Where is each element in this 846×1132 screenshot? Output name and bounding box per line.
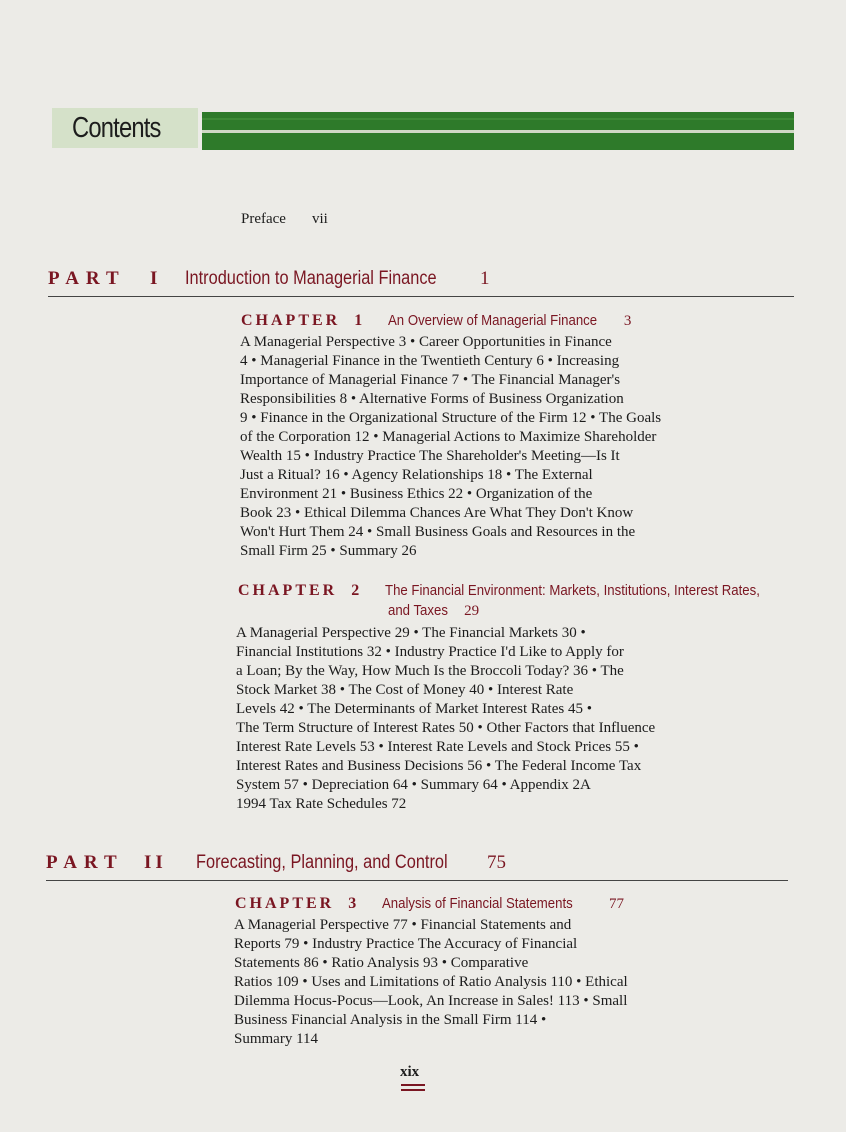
- toc-line: of the Corporation 12 • Managerial Actions to Maximize Shareholder: [240, 429, 657, 445]
- part-title: Forecasting, Planning, and Control: [196, 852, 448, 873]
- chapter-page: 29: [464, 603, 480, 619]
- chapter-3-heading[interactable]: [235, 895, 624, 913]
- part-2-rule: [46, 880, 788, 881]
- chapter-number: 3: [348, 895, 357, 912]
- toc-line: Financial Institutions 32 • Industry Practice I'd Like to Apply for: [236, 644, 624, 660]
- toc-line: Levels 42 • The Determinants of Market Interest Rates 45 •: [236, 701, 592, 717]
- preface-label: Preface: [241, 211, 286, 227]
- toc-line: Stock Market 38 • The Cost of Money 40 • Interest Rate: [236, 682, 574, 698]
- part-number: I: [150, 268, 162, 289]
- chapter-1-heading[interactable]: [241, 312, 631, 330]
- part-2-heading[interactable]: [46, 852, 806, 882]
- toc-line: A Managerial Perspective 3 • Career Opportunities in Finance: [240, 334, 612, 350]
- part-1-heading[interactable]: [48, 268, 808, 298]
- toc-line: 1994 Tax Rate Schedules 72: [236, 796, 407, 812]
- chapter-title-cont: and Taxes: [388, 602, 448, 619]
- part-page: 75: [487, 852, 506, 873]
- toc-line: Interest Rate Levels 53 • Interest Rate Levels and Stock Prices 55 •: [236, 739, 639, 755]
- toc-line: Ratios 109 • Uses and Limitations of Ratio Analysis 110 • Ethical: [234, 974, 628, 990]
- toc-line: The Term Structure of Interest Rates 50 • Other Factors that Influence: [236, 720, 656, 736]
- chapter-title: Analysis of Financial Statements: [382, 895, 574, 912]
- toc-line: Small Firm 25 • Summary 26: [240, 543, 417, 559]
- chapter-label: CHAPTER: [238, 582, 338, 599]
- page-title: Contents: [72, 112, 161, 144]
- toc-line: System 57 • Depreciation 64 • Summary 64 • Appendix 2A: [236, 777, 591, 793]
- chapter-number: 1: [354, 312, 363, 329]
- toc-line: Dilemma Hocus-Pocus—Look, An Increase in Sales! 113 • Small: [234, 993, 628, 1009]
- chapter-page: 77: [609, 896, 625, 912]
- page-number: xix: [400, 1064, 420, 1080]
- chapter-title: The Financial Environment: Markets, Institutions, Interest Rates,: [385, 582, 761, 599]
- toc-line: A Managerial Perspective 29 • The Financial Markets 30 •: [236, 625, 586, 641]
- toc-line: Statements 86 • Ratio Analysis 93 • Comparative: [234, 955, 529, 971]
- chapter-2-heading[interactable]: [238, 582, 811, 600]
- toc-line: Just a Ritual? 16 • Agency Relationships 18 • The External: [240, 467, 593, 483]
- chapter-title: An Overview of Managerial Finance: [388, 312, 598, 329]
- chapter-2-heading-cont: [388, 602, 479, 620]
- toc-line: Interest Rates and Business Decisions 56 • The Federal Income Tax: [236, 758, 642, 774]
- part-label: PART: [48, 268, 126, 289]
- toc-line: Won't Hurt Them 24 • Small Business Goals and Resources in the: [240, 524, 636, 540]
- chapter-label: CHAPTER: [241, 312, 341, 329]
- part-label: PART: [46, 852, 124, 873]
- toc-line: Responsibilities 8 • Alternative Forms of Business Organization: [240, 391, 624, 407]
- toc-line: a Loan; By the Way, How Much Is the Broccoli Today? 36 • The: [236, 663, 624, 679]
- part-1-rule: [48, 296, 794, 297]
- chapter-number: 2: [351, 582, 360, 599]
- title-bar-decoration: [202, 112, 794, 150]
- folio-rule: [401, 1089, 425, 1091]
- chapter-label: CHAPTER: [235, 895, 335, 912]
- preface-entry[interactable]: [241, 211, 328, 228]
- toc-line: Wealth 15 • Industry Practice The Shareholder's Meeting—Is It: [240, 448, 620, 464]
- part-title: Introduction to Managerial Finance: [185, 268, 437, 289]
- part-number: II: [144, 852, 167, 873]
- preface-page: vii: [311, 211, 328, 227]
- toc-line: Environment 21 • Business Ethics 22 • Organization of the: [240, 486, 593, 502]
- toc-line: Business Financial Analysis in the Small Firm 114 •: [234, 1012, 547, 1028]
- toc-line: Reports 79 • Industry Practice The Accuracy of Financial: [234, 936, 578, 952]
- folio-rule: [401, 1084, 425, 1086]
- toc-line: Importance of Managerial Finance 7 • The Financial Manager's: [240, 372, 621, 388]
- toc-line: A Managerial Perspective 77 • Financial Statements and: [234, 917, 572, 933]
- part-page: 1: [480, 268, 490, 289]
- toc-line: 9 • Finance in the Organizational Structure of the Firm 12 • The Goals: [240, 410, 662, 426]
- toc-line: 4 • Managerial Finance in the Twentieth Century 6 • Increasing: [240, 353, 620, 369]
- chapter-page: 3: [623, 313, 632, 329]
- toc-line: Book 23 • Ethical Dilemma Chances Are What They Don't Know: [240, 505, 634, 521]
- toc-line: Summary 114: [234, 1031, 319, 1047]
